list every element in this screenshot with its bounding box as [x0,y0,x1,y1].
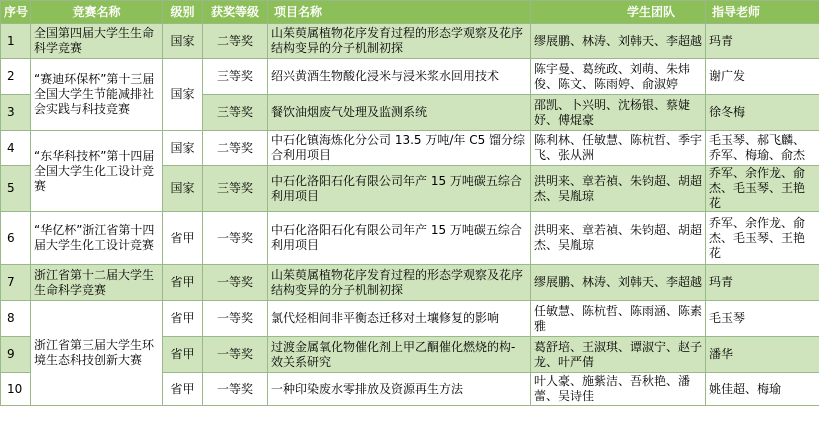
advisor: 毛玉琴、郝飞麟、乔军、梅瑜、俞杰 [706,131,819,166]
header-competition: 竞赛名称 [31,1,163,24]
advisor: 徐冬梅 [706,95,819,131]
competition-name: “赛迪环保杯”第十三届全国大学生节能减排社会实践与科技竞赛 [31,59,163,131]
header-row [1,1,819,24]
project-name: 过渡金属氧化物催化剂上甲乙酮催化燃烧的构-效关系研究 [268,337,531,373]
table-row [1,131,819,166]
award-level: 一等奖 [203,301,268,337]
row-index: 1 [1,24,31,59]
table-row [1,59,819,95]
row-index: 10 [1,373,31,406]
level: 国家 [163,59,203,131]
student-team: 缪展鹏、林涛、刘韩天、李超越 [531,265,706,301]
advisor: 乔军、余作龙、俞杰、毛玉琴、王艳花 [706,166,819,212]
student-team: 邵凯、卜兴明、沈杨银、蔡婕妤、傅焜豪 [531,95,706,131]
competition-name: “东华科技杯”第十四届全国大学生化工设计竞赛 [31,131,163,212]
competition-name: 浙江省第三届大学生环境生态科技创新大赛 [31,301,163,406]
project-name: 绍兴黄酒生物酸化浸米与浸米浆水回用技术 [268,59,531,95]
header-award: 获奖等级 [203,1,268,24]
project-name: 中石化洛阳石化有限公司年产 15 万吨碳五综合利用项目 [268,166,531,212]
student-team: 缪展鹏、林涛、刘韩天、李超越 [531,24,706,59]
award-level: 三等奖 [203,59,268,95]
level: 省甲 [163,373,203,406]
advisor: 乔军、余作龙、俞杰、毛玉琴、王艳花 [706,212,819,265]
table-row [1,24,819,59]
award-level: 一等奖 [203,373,268,406]
header-project: 项目名称 [268,1,531,24]
advisor: 玛青 [706,265,819,301]
header-idx: 序号 [1,1,31,24]
row-index: 3 [1,95,31,131]
table-row [1,265,819,301]
project-name: 中石化镇海炼化分公司 13.5 万吨/年 C5 馏分综合利用项目 [268,131,531,166]
student-team: 葛舒培、王淑琪、谭淑宁、赵子龙、叶严倩 [531,337,706,373]
project-name: 山茱萸属植物花序发育过程的形态学观察及花序结构变异的分子机制初探 [268,265,531,301]
level: 省甲 [163,212,203,265]
award-level: 一等奖 [203,265,268,301]
header-level: 级别 [163,1,203,24]
row-index: 5 [1,166,31,212]
project-name: 氯代烃相间非平衡态迁移对土壤修复的影响 [268,301,531,337]
level: 国家 [163,24,203,59]
project-name: 中石化洛阳石化有限公司年产 15 万吨碳五综合利用项目 [268,212,531,265]
advisor: 潘华 [706,337,819,373]
row-index: 7 [1,265,31,301]
level: 国家 [163,166,203,212]
award-level: 三等奖 [203,95,268,131]
row-index: 2 [1,59,31,95]
row-index: 9 [1,337,31,373]
advisor: 玛青 [706,24,819,59]
award-level: 三等奖 [203,166,268,212]
student-team: 叶人豪、施紫洁、吾秋艳、潘蕾、吴诗佳 [531,373,706,406]
row-index: 6 [1,212,31,265]
award-level: 二等奖 [203,131,268,166]
competition-name: 浙江省第十二届大学生生命科学竞赛 [31,265,163,301]
row-index: 8 [1,301,31,337]
award-level: 一等奖 [203,212,268,265]
student-team: 陈利林、任敏慧、陈杭哲、季宇飞、张从洲 [531,131,706,166]
advisor: 谢广发 [706,59,819,95]
student-team: 洪明来、章若禎、朱钧超、胡超杰、吴胤琼 [531,212,706,265]
competition-name: 全国第四届大学生生命科学竞赛 [31,24,163,59]
header-teacher: 指导老师 [706,1,819,24]
table-row [1,212,819,265]
project-name: 餐饮油烟废气处理及监测系统 [268,95,531,131]
project-name: 山茱萸属植物花序发育过程的形态学观察及花序结构变异的分子机制初探 [268,24,531,59]
level: 国家 [163,131,203,166]
advisor: 毛玉琴 [706,301,819,337]
header-team: 学生团队 [531,1,706,24]
student-team: 任敏慧、陈杭哲、陈雨涵、陈素雅 [531,301,706,337]
table-row [1,301,819,337]
student-team: 陈宇曼、葛统政、刘萌、朱炜俊、陈文、陈雨婷、俞淑婷 [531,59,706,95]
level: 省甲 [163,337,203,373]
row-index: 4 [1,131,31,166]
student-team: 洪明来、章若禎、朱钧超、胡超杰、吴胤琼 [531,166,706,212]
competition-name: “华亿杯”浙江省第十四届大学生化工设计竞赛 [31,212,163,265]
award-level: 一等奖 [203,337,268,373]
level: 省甲 [163,265,203,301]
level: 省甲 [163,301,203,337]
advisor: 姚佳超、梅瑜 [706,373,819,406]
award-level: 二等奖 [203,24,268,59]
project-name: 一种印染废水零排放及资源再生方法 [268,373,531,406]
